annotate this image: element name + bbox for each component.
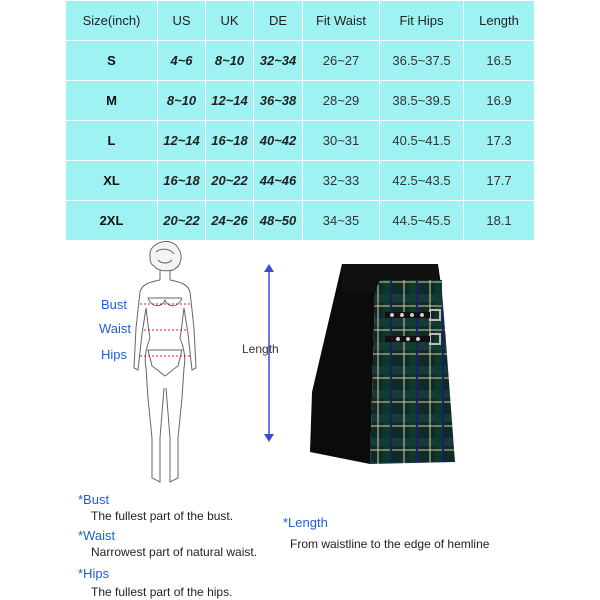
cell-fit-waist: 30~31 [303, 121, 380, 161]
header-fit-waist: Fit Waist [303, 1, 380, 41]
cell-de: 40~42 [254, 121, 303, 161]
cell-de: 44~46 [254, 161, 303, 201]
table-row [66, 201, 535, 241]
bust-note-key: *Bust [78, 492, 110, 507]
table-header-row [66, 1, 535, 41]
cell-fit-hips: 38.5~39.5 [380, 81, 464, 121]
table-row [66, 121, 535, 161]
cell-size: M [66, 81, 158, 121]
header-size: Size(inch) [66, 1, 158, 41]
header-length: Length [464, 1, 535, 41]
body-figure-illustration [120, 238, 220, 490]
hips-note-key: *Hips [78, 566, 110, 581]
cell-size: L [66, 121, 158, 161]
bust-label: Bust [101, 297, 128, 312]
cell-uk: 8~10 [206, 41, 254, 81]
waist-label: Waist [99, 321, 132, 336]
size-chart-table [65, 0, 535, 241]
cell-uk: 12~14 [206, 81, 254, 121]
length-label: Length [242, 342, 279, 356]
skirt-image [270, 262, 470, 472]
cell-length: 17.7 [464, 161, 535, 201]
bust-note-desc: The fullest part of the bust. [91, 509, 234, 523]
cell-fit-hips: 44.5~45.5 [380, 201, 464, 241]
header-fit-hips: Fit Hips [380, 1, 464, 41]
hips-note-desc: The fullest part of the hips. [91, 585, 233, 599]
header-de: DE [254, 1, 303, 41]
cell-length: 16.9 [464, 81, 535, 121]
cell-us: 8~10 [158, 81, 206, 121]
cell-size: XL [66, 161, 158, 201]
cell-de: 48~50 [254, 201, 303, 241]
cell-length: 18.1 [464, 201, 535, 241]
cell-length: 17.3 [464, 121, 535, 161]
cell-size: 2XL [66, 201, 158, 241]
cell-us: 4~6 [158, 41, 206, 81]
table-row [66, 81, 535, 121]
header-us: US [158, 1, 206, 41]
header-uk: UK [206, 1, 254, 41]
cell-fit-waist: 28~29 [303, 81, 380, 121]
length-note-key: *Length [283, 515, 328, 530]
waist-note-key: *Waist [78, 528, 116, 543]
cell-fit-hips: 42.5~43.5 [380, 161, 464, 201]
table-row [66, 41, 535, 81]
length-note-desc: From waistline to the edge of hemline [290, 537, 490, 551]
cell-uk: 20~22 [206, 161, 254, 201]
cell-length: 16.5 [464, 41, 535, 81]
cell-fit-hips: 40.5~41.5 [380, 121, 464, 161]
cell-us: 20~22 [158, 201, 206, 241]
cell-de: 32~34 [254, 41, 303, 81]
hips-label: Hips [101, 347, 128, 362]
cell-size: S [66, 41, 158, 81]
cell-us: 12~14 [158, 121, 206, 161]
cell-de: 36~38 [254, 81, 303, 121]
cell-fit-waist: 26~27 [303, 41, 380, 81]
cell-uk: 24~26 [206, 201, 254, 241]
cell-uk: 16~18 [206, 121, 254, 161]
cell-us: 16~18 [158, 161, 206, 201]
cell-fit-hips: 36.5~37.5 [380, 41, 464, 81]
cell-fit-waist: 32~33 [303, 161, 380, 201]
table-row [66, 161, 535, 201]
waist-note-desc: Narrowest part of natural waist. [91, 545, 258, 559]
cell-fit-waist: 34~35 [303, 201, 380, 241]
